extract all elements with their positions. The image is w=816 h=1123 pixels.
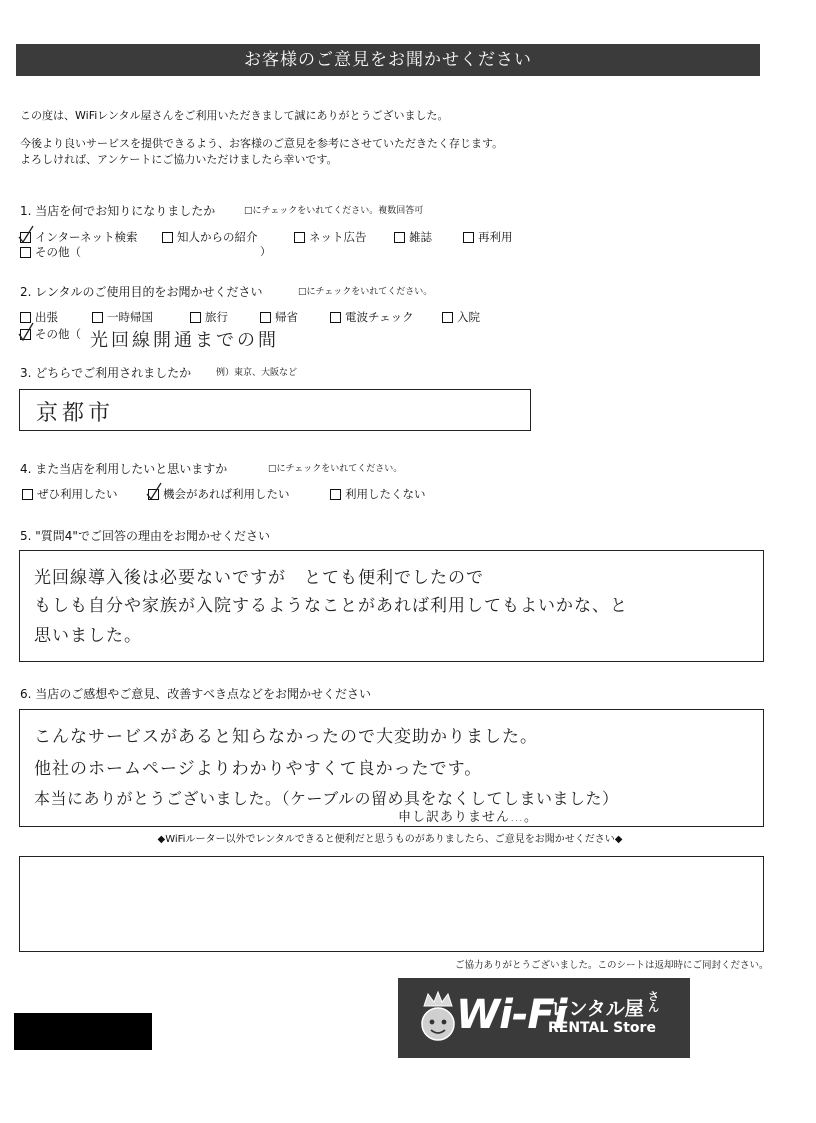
q4-checkbox-no[interactable]	[330, 489, 341, 500]
q4-option-if-chance[interactable]: 機会があれば利用したい	[148, 486, 290, 502]
wifi-rental-logo	[398, 978, 690, 1058]
q1-label: 1. 当店を何でお知りになりましたか	[20, 204, 216, 218]
q2-checkbox-signal-check[interactable]	[330, 312, 341, 323]
q1-option-net-ad[interactable]: ネット広告	[294, 229, 367, 245]
check-mark-icon	[17, 225, 35, 245]
q1-option-reuse[interactable]: 再利用	[463, 229, 513, 245]
q6-answer-box[interactable]	[19, 709, 764, 827]
q2-option-travel[interactable]: 旅行	[190, 309, 228, 325]
footer-thanks: ご協力ありがとうございました。このシートは返却時にご同封ください。	[455, 960, 769, 971]
q2-option-homecoming[interactable]: 帰省	[260, 309, 298, 325]
q4-label: 4. また当店を利用したいと思いますか	[20, 462, 228, 476]
q2-option-temp-return[interactable]: 一時帰国	[92, 309, 153, 325]
q3-label: 3. どちらでご利用されましたか	[20, 366, 192, 380]
q5-answer-line-3: 思いました。	[34, 626, 142, 646]
q4-hint: □にチェックをいれてください。	[268, 464, 403, 474]
q4-option-definitely[interactable]: ぜひ利用したい	[22, 486, 118, 502]
q1-other-close: ）	[260, 245, 271, 258]
check-mark-icon	[17, 322, 35, 342]
q7-answer-box[interactable]	[19, 856, 764, 952]
q2-option-signal-check[interactable]: 電波チェック	[330, 309, 414, 325]
q5-answer-line-1: 光回線導入後は必要ないですが とても便利でしたので	[34, 568, 484, 588]
q4-checkbox-definitely[interactable]	[22, 489, 33, 500]
q1-checkbox-net-ad[interactable]	[294, 232, 305, 243]
intro-line-1: この度は、WiFiレンタル屋さんをご利用いただきまして誠にありがとうございました。	[20, 109, 449, 122]
q6-answer-line-4: 申し訳ありません…。	[398, 810, 539, 825]
q2-option-business[interactable]: 出張	[20, 309, 58, 325]
q2-option-hospital[interactable]: 入院	[442, 309, 480, 325]
q2-checkbox-temp-return[interactable]	[92, 312, 103, 323]
intro-line-3: よろしければ、アンケートにご協力いただけましたら幸いです。	[20, 153, 338, 166]
q2-checkbox-travel[interactable]	[190, 312, 201, 323]
q1-checkbox-magazine[interactable]	[394, 232, 405, 243]
q4-option-no[interactable]: 利用したくない	[330, 486, 426, 502]
q5-answer-line-2: もしも自分や家族が入院するようなことがあれば利用してもよいかな、と	[34, 596, 628, 616]
q2-checkbox-homecoming[interactable]	[260, 312, 271, 323]
q3-answer: 京都市	[36, 401, 115, 426]
q5-answer-box[interactable]	[19, 550, 764, 662]
q2-label: 2. レンタルのご使用目的をお聞かせください	[20, 285, 263, 299]
q1-option-internet[interactable]: インターネット検索	[20, 229, 137, 245]
q6-label: 6. 当店のご感想やご意見、改善すべき点などをお聞かせください	[20, 687, 372, 701]
redaction-block	[14, 1013, 152, 1050]
q4-checkbox-if-chance[interactable]	[148, 489, 159, 500]
logo-wifi-text: Wi-Fi	[456, 992, 567, 1038]
q1-checkbox-referral[interactable]	[162, 232, 173, 243]
q1-checkbox-reuse[interactable]	[463, 232, 474, 243]
q2-hint: □にチェックをいれてください。	[298, 287, 433, 297]
q2-other-answer: 光回線開通までの間	[90, 330, 279, 351]
q1-option-magazine[interactable]: 雑誌	[394, 229, 432, 245]
page-title: お客様のご意見をお聞かせください	[16, 44, 760, 76]
q1-option-other[interactable]: その他（	[20, 244, 81, 260]
crown-mascot-icon	[416, 990, 460, 1048]
q2-option-other[interactable]: その他（	[20, 326, 81, 342]
logo-en-text: RENTAL Store	[548, 1020, 656, 1036]
q1-checkbox-internet[interactable]	[20, 232, 31, 243]
q6-answer-line-2: 他社のホームページよりわかりやすくて良かったです。	[34, 759, 483, 779]
check-mark-icon	[145, 482, 163, 502]
q6-answer-line-1: こんなサービスがあると知らなかったので大変助かりました。	[34, 727, 538, 747]
q1-checkbox-other[interactable]	[20, 247, 31, 258]
q6-answer-line-3: 本当にありがとうございました。（ケーブルの留め具をなくしてしまいました）	[34, 789, 619, 808]
q3-answer-box[interactable]	[19, 389, 531, 431]
q2-checkbox-hospital[interactable]	[442, 312, 453, 323]
q5-label: 5. "質問4"でご回答の理由をお聞かせください	[20, 529, 270, 543]
q7-label: ◆WiFiルーター以外でレンタルできると便利だと思うものがありましたら、ご意見をお聞かせください◆	[157, 834, 623, 845]
q2-checkbox-other[interactable]	[20, 329, 31, 340]
logo-san-text: さん	[648, 990, 659, 1014]
logo-jp-text: レンタル屋	[550, 998, 644, 1020]
q1-option-referral[interactable]: 知人からの紹介	[162, 229, 258, 245]
q3-hint: 例）東京、大阪など	[216, 368, 298, 378]
intro-line-2: 今後より良いサービスを提供できるよう、お客様のご意見を参考にさせていただきたく存じます。	[20, 137, 504, 150]
q1-hint: □にチェックをいれてください。複数回答可	[244, 206, 424, 216]
